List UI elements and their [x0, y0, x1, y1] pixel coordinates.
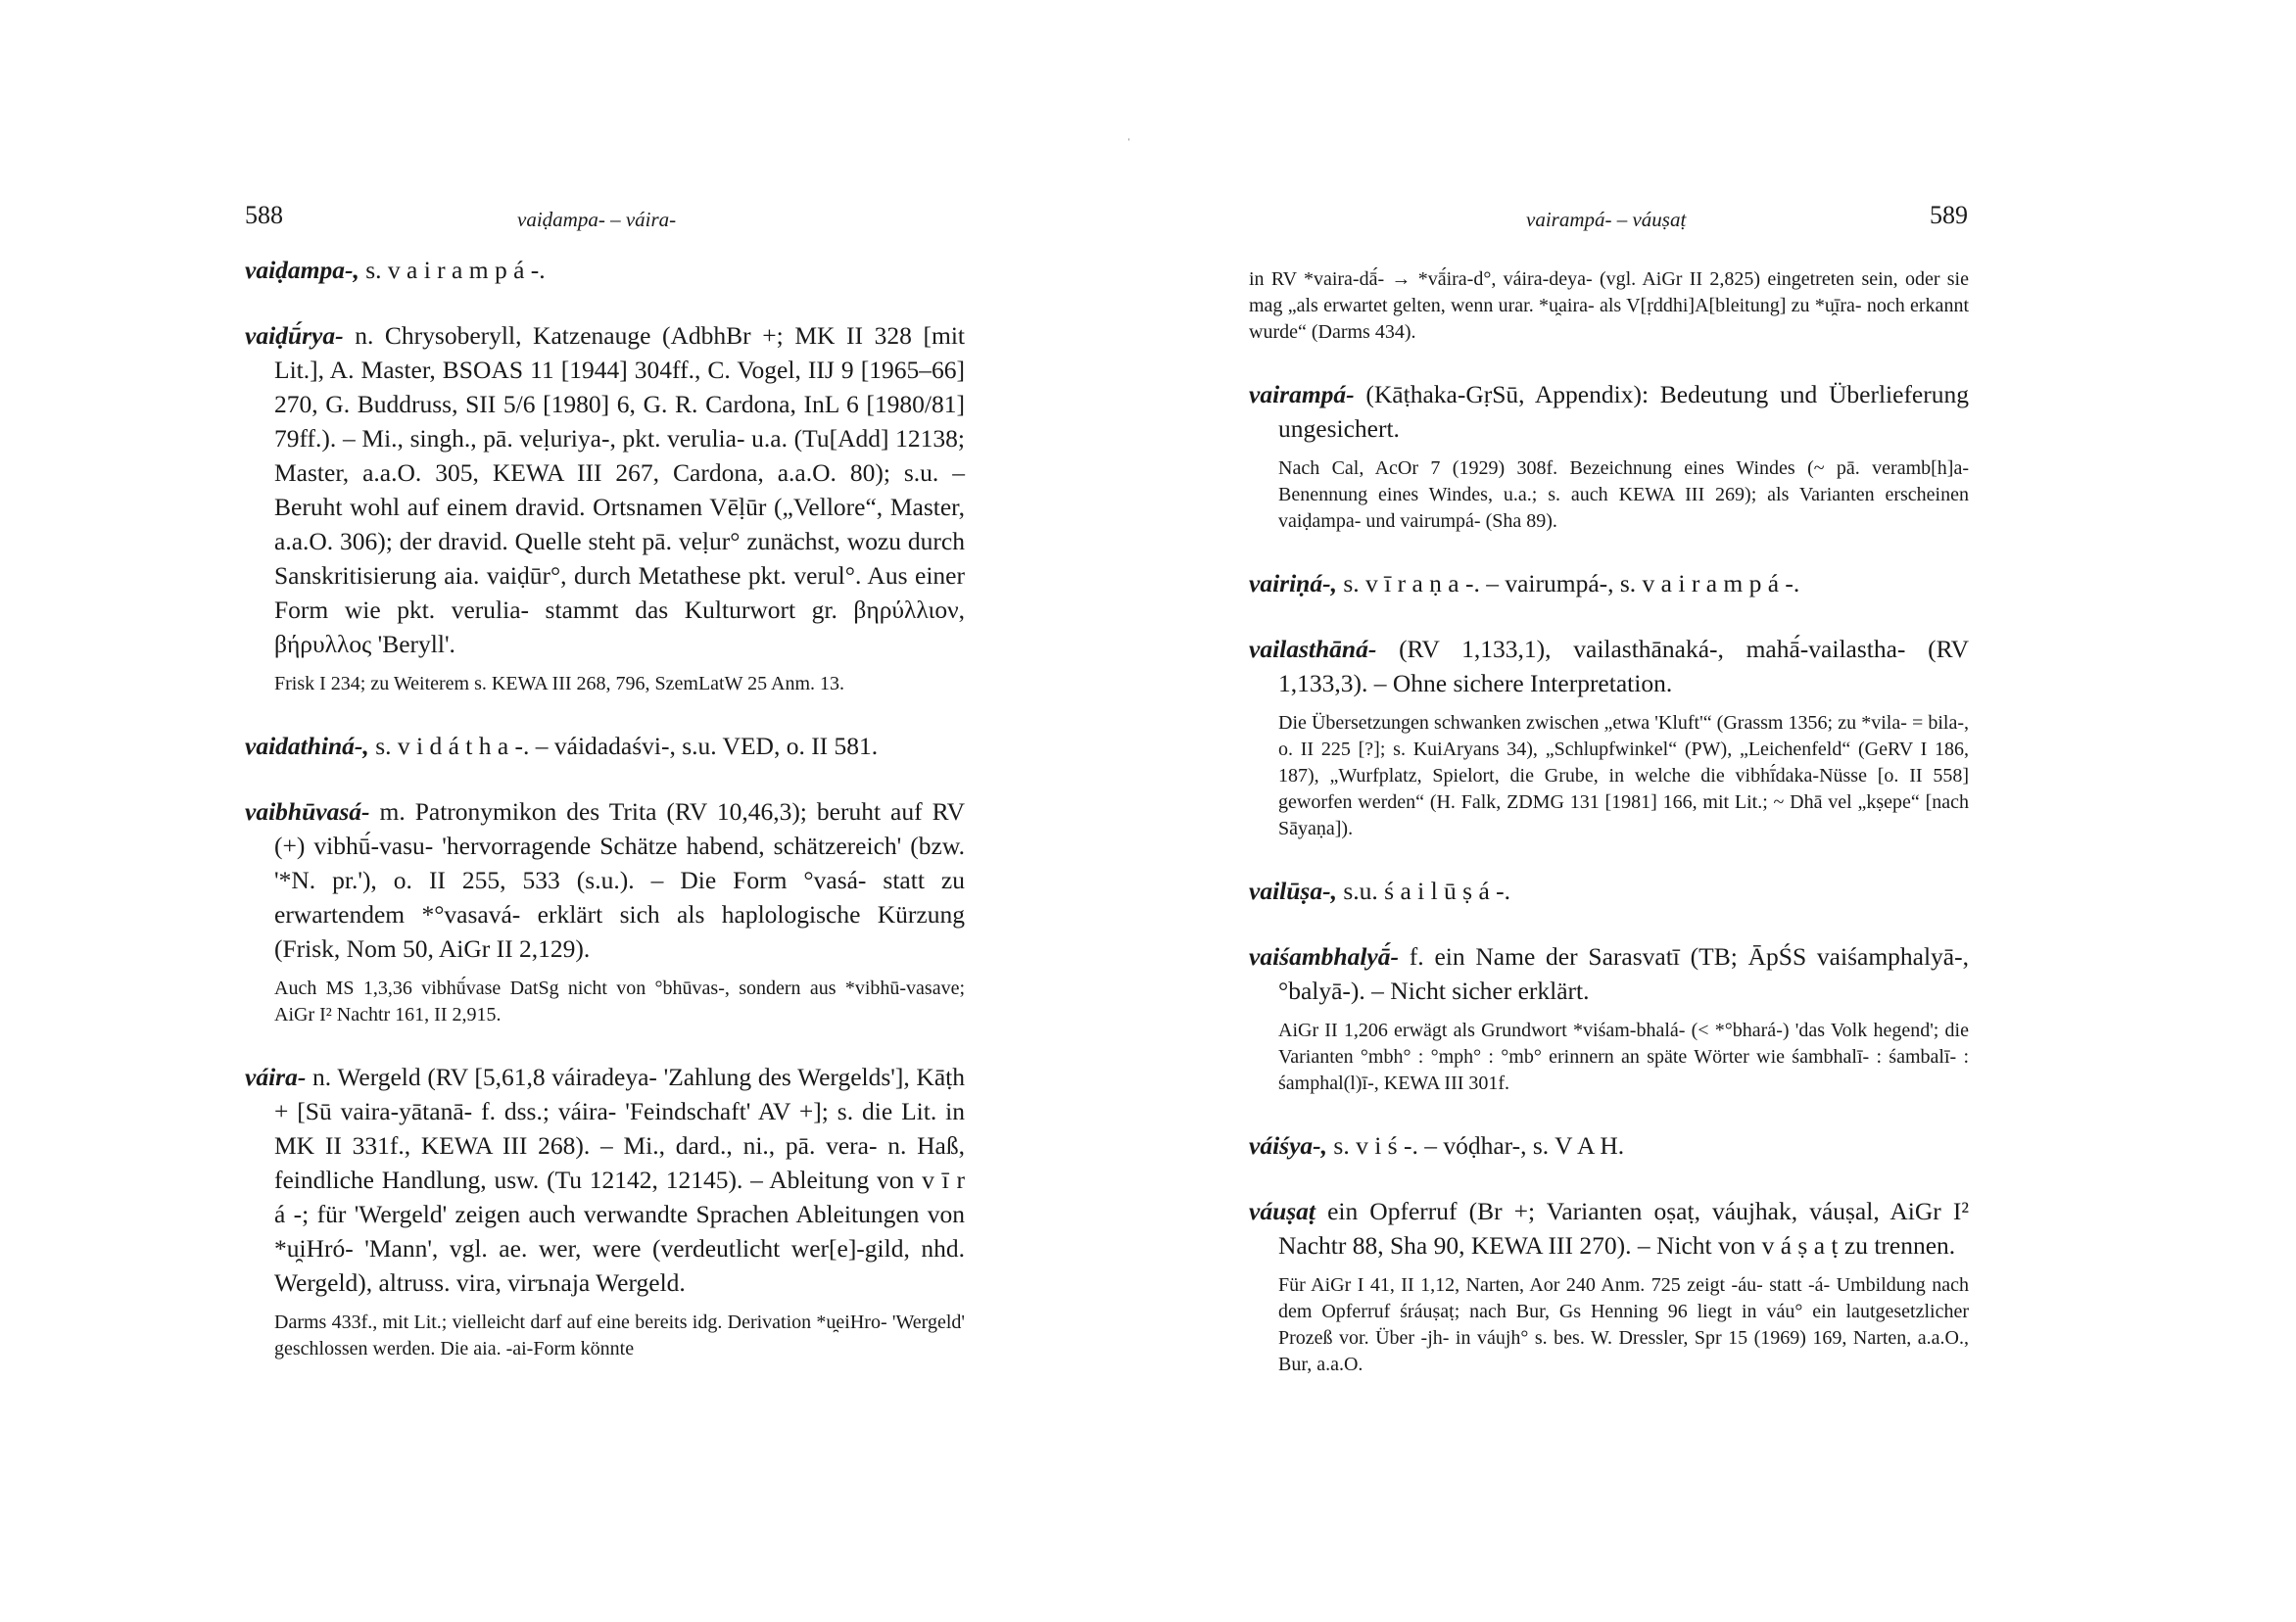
headword: vaibhūvasá-: [245, 797, 370, 826]
entry-text: m. Patronymikon des Trita (RV 10,46,3); beruht auf RV (+) vibhū́-vasu- 'hervorragende Schätze habend, schätzereich' (bzw. '*N. pr.'), o. II 255, 533 (s.u.). – Die Form °vasá- statt zu erwartendem *°vasavá- erklärt sich als haplologische Kürzung (Frisk, Nom 50, AiGr II 2,129).: [274, 797, 965, 963]
entry: [1249, 1194, 1969, 1378]
entry-text: s. v a i r a m p á -.: [359, 256, 546, 284]
entry-main: [1249, 874, 1969, 908]
page-number-right: 589: [1930, 201, 1968, 229]
entry-main: [245, 794, 965, 966]
entry-main: [1249, 377, 1969, 446]
entry: [1249, 632, 1969, 842]
headword: vailasthāná-: [1249, 635, 1377, 663]
entries-left: [245, 253, 965, 1394]
entry: [1249, 377, 1969, 535]
entry: [1249, 874, 1969, 908]
entry-main: [1249, 1194, 1969, 1263]
entry-text: s.u. ś a i l ū ṣ á -.: [1336, 877, 1511, 905]
entry-note: Auch MS 1,3,36 vibhū́vase DatSg nicht von °bhūvas-, sondern aus *vibhū-vasave; AiGr I² Nachtr 161, II 2,915.: [274, 978, 965, 1026]
headword: vailūṣa-,: [1249, 877, 1337, 905]
continuation: [1249, 266, 1969, 346]
entry-main: [245, 729, 965, 763]
entry: [245, 1060, 965, 1362]
headword: vaiḍampa-,: [245, 256, 359, 284]
entry-text: s. v i ś -. – vóḍhar-, s. V A H.: [1327, 1131, 1625, 1160]
entry-text: f. ein Name der Sarasvatī (TB; ĀpŚS vaiśamphalyā-, °balyā-). – Nicht sicher erklärt.: [1278, 942, 1969, 1005]
entry-main: [1249, 632, 1969, 700]
entry: [1249, 566, 1969, 600]
entry-text: s. v i d á t h a -. – váidadaśvi-, s.u. VED, o. II 581.: [368, 732, 879, 760]
entry-main: [1249, 1128, 1969, 1163]
entry-main: [245, 318, 965, 661]
entry-text: n. Wergeld (RV [5,61,8 váiradeya- 'Zahlung des Wergelds'], Kāṭh + [Sū vaira-yātanā- f. dss.; váira- 'Feindschaft' AV +]; s. die Lit. in MK II 331f., KEWA III 268). – Mi., dard., ni., pā. vera- n. Haß, feindliche Handlung, usw. (Tu 12142, 12145). – Ableitung von v ī r á -; für 'Wergeld' zeigen auch verwandte Sprachen Ableitungen von *u̯iHró- 'Mann', vgl. ae. wer, were (verdeutlicht wer[e]-gild, nhd. Wergeld), altruss. vira, virъnaja Wergeld.: [274, 1063, 965, 1297]
entry: [1249, 1128, 1969, 1163]
entry: [245, 729, 965, 763]
entry-main: [245, 253, 965, 287]
headword: vaidathiná-,: [245, 732, 369, 760]
entry-note: Nach Cal, AcOr 7 (1929) 308f. Bezeichnung eines Windes (~ pā. veramb[h]a- Benennung eines Windes, u.a.; s. auch KEWA III 269); als Varianten erscheinen vaiḍampa- und vairumpá- (Sha 89).: [1278, 457, 1969, 532]
continuation-note: in RV *vaira-dā́- → *vā́ira-d°, váira-deya- (vgl. AiGr II 2,825) eingetreten sein, oder sie mag „als erwartet gelten, wenn urar. *u̯aira- als V[ṛddhi]A[bleitung] zu *u̯īra- noch erkannt wurde“ (Darms 434).: [1249, 268, 1969, 343]
entry: [245, 318, 965, 697]
entry-note: Die Übersetzungen schwanken zwischen „etwa 'Kluft'“ (Grassm 1356; zu *vila- = bila-, o. II 225 [?]; s. KuiAryans 34), „Schlupfwinkel“ (PW), „Leichenfeld“ (GeRV I 186, 187), „Wurfplatz, Spielort, die Grube, in welche die vibhī́daka-Nüsse [o. II 558] geworfen werden“ (H. Falk, ZDMG 131 [1981] 166, mit Lit.; ~ Dhā vel „kṣepe“ [nach Sāyaṇa]).: [1278, 712, 1969, 839]
entry-main: [245, 1060, 965, 1300]
entry-text: (Kāṭhaka-GṛSū, Appendix): Bedeutung und Überlieferung ungesichert.: [1278, 380, 1969, 443]
headword: váira-: [245, 1063, 307, 1091]
entry-note: Darms 433f., mit Lit.; vielleicht darf auf eine bereits idg. Derivation *u̯eiHro- 'Wergeld' geschlossen werden. Die aia. -ai-Form könnte: [274, 1312, 965, 1360]
headword: vairampá-: [1249, 380, 1355, 408]
entry-main: [1249, 939, 1969, 1008]
entry-note: AiGr II 1,206 erwägt als Grundwort *viśam-bhalá- (< *°bhará-) 'das Volk hegend'; die Varianten °mbh° : °mph° : °mb° erinnern an späte Wörter wie śambhalī- : śambalī- : śamphal(l)ī-, KEWA III 301f.: [1278, 1020, 1969, 1094]
entry-text: ein Opferruf (Br +; Varianten oṣaṭ, váujhak, váuṣal, AiGr I² Nachtr 88, Sha 90, KEWA III 270). – Nicht von v á ṣ a ṭ zu trennen.: [1278, 1197, 1969, 1260]
entry-note: Frisk I 234; zu Weiterem s. KEWA III 268, 796, SzemLatW 25 Anm. 13.: [274, 673, 845, 694]
headword: váuṣaṭ: [1249, 1197, 1316, 1225]
page-number-left: 588: [245, 201, 283, 229]
entry-main: [1249, 566, 1969, 600]
entry-text: n. Chrysoberyll, Katzenauge (AdbhBr +; MK II 328 [mit Lit.], A. Master, BSOAS 11 [1944] 304ff., C. Vogel, IIJ 9 [1965–66] 270, G. Buddruss, SII 5/6 [1980] 6, G. R. Cardona, InL 6 [1980/81] 79ff.). – Mi., singh., pā. veḷuriya-, pkt. verulia- u.a. (Tu[Add] 12138; Master, a.a.O. 305, KEWA III 267, Cardona, a.a.O. 80); s.u. – Beruht wohl auf einem dravid. Ortsnamen Vēḷūr („Vellore“, Master, a.a.O. 306); der dravid. Quelle steht pā. veḷur° zunächst, wozu durch Sanskritisierung aia. vaiḍūr°, durch Metathese pkt. verul°. Aus einer Form wie pkt. verulia- stammt das Kulturwort gr. βηρύλλιον, βήρυλλος 'Beryll'.: [274, 321, 965, 658]
entry: [1249, 939, 1969, 1097]
running-head-right: vairampá- – váuṣaṭ: [1526, 208, 1687, 231]
running-head-left: vaiḍampa- – váira-: [517, 208, 677, 231]
entries-right: [1249, 266, 1969, 1409]
entry-text: s. v ī r a ṇ a -. – vairumpá-, s. v a i r a m p á -.: [1336, 569, 1800, 597]
entry: [245, 253, 965, 287]
headword: vaiśambhalyā́-: [1249, 942, 1399, 971]
entry: [245, 794, 965, 1028]
headword: váiśya-,: [1249, 1131, 1328, 1160]
headword: vaiḍū́rya-: [245, 321, 344, 350]
entry-text: (RV 1,133,1), vailasthānaká-, mahā́-vailastha- (RV 1,133,3). – Ohne sichere Interpretation.: [1278, 635, 1969, 697]
scan-speck: ˈ: [1126, 137, 1131, 152]
headword: vairiṇá-,: [1249, 569, 1337, 597]
entry-note: Für AiGr I 41, II 1,12, Narten, Aor 240 Anm. 725 zeigt -áu- statt -á- Umbildung nach dem Opferruf śráuṣaṭ; nach Bur, Gs Henning 96 liegt in váu° ein lautgesetzlicher Prozeß vor. Über -jh- in váujh° s. bes. W. Dressler, Spr 15 (1969) 169, Narten, a.a.O., Bur, a.a.O.: [1278, 1274, 1969, 1375]
